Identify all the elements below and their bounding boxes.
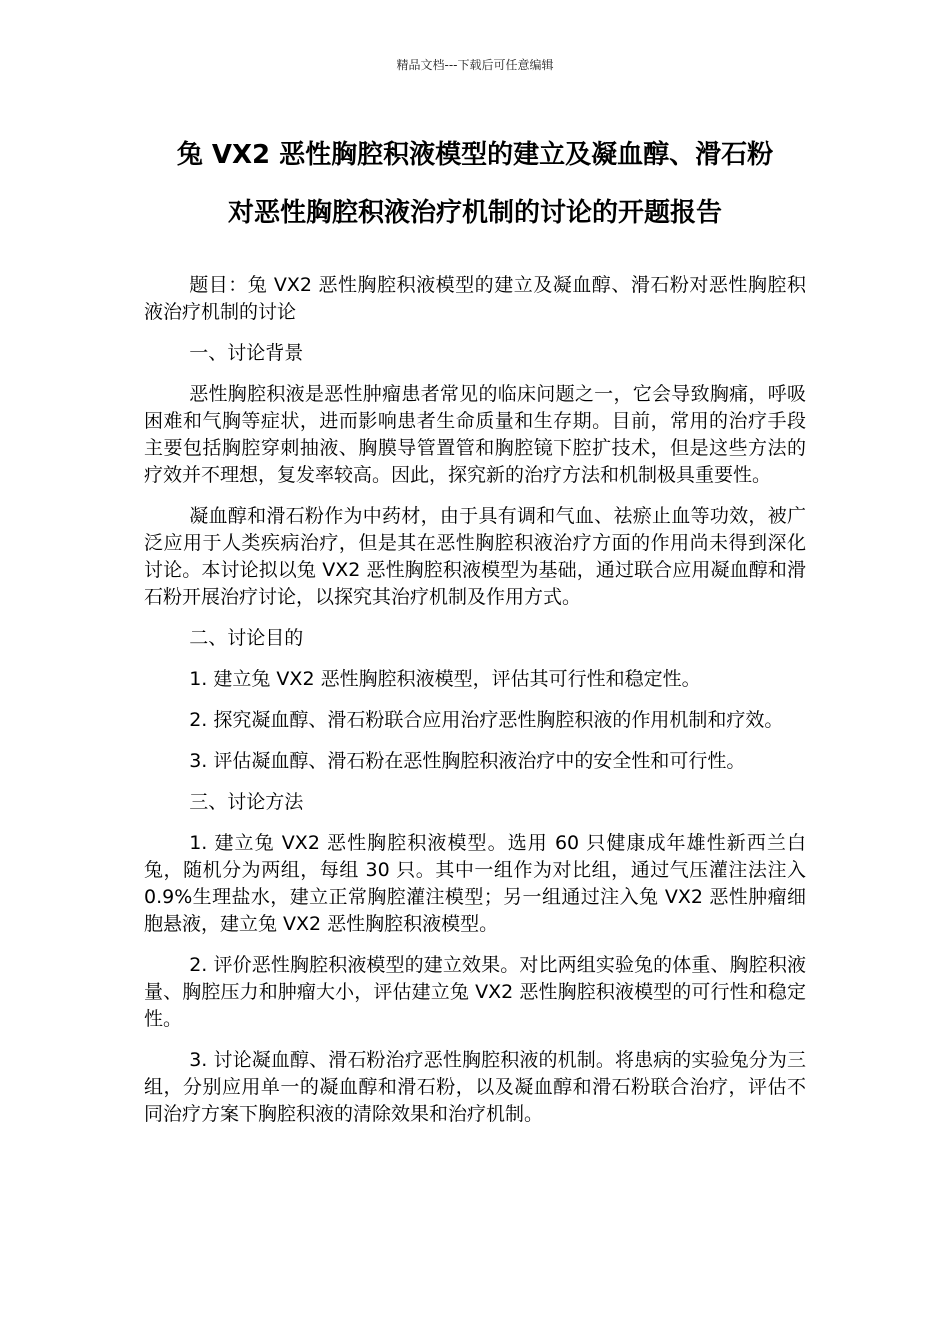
document-title: [120, 126, 830, 242]
background-paragraph-2: 凝血醇和滑石粉作为中药材，由于具有调和气血、祛瘀止血等功效，被广泛应用于人类疾病治疗，但是其在恶性胸腔积液治疗方面的作用尚未得到深化讨论。本讨论拟以兔 VX2 恶性胸腔积液模型为基础，通过联合应用凝血醇和滑石粉开展治疗讨论，以探究其治疗机制及作用方式。: [144, 505, 806, 608]
methods-item-1: 1. 建立兔 VX2 恶性胸腔积液模型。选用 60 只健康成年雄性新西兰白兔，随机分为两组，每组 30 只。其中一组作为对比组，通过气压灌注法注入 0.9%生理盐水，建立正常胸腔灌注模型；另一组通过注入兔 VX2 恶性肿瘤细胞悬液，建立兔 VX2 恶性胸腔积液模型。: [144, 832, 806, 935]
methods-item-2: 2. 评价恶性胸腔积液模型的建立效果。对比两组实验兔的体重、胸腔积液量、胸腔压力和肿瘤大小，评估建立兔 VX2 恶性胸腔积液模型的可行性和稳定性。: [144, 954, 806, 1030]
section-heading-purpose: 二、讨论目的: [189, 627, 304, 649]
purpose-item-2: 2. 探究凝血醇、滑石粉联合应用治疗恶性胸腔积液的作用机制和疗效。: [189, 709, 784, 731]
document-body: [144, 272, 806, 1142]
page-header: 精品文档---下载后可任意编辑: [396, 58, 554, 72]
methods-item-3: 3. 讨论凝血醇、滑石粉治疗恶性胸腔积液的机制。将患病的实验兔分为三组，分别应用单一的凝血醇和滑石粉，以及凝血醇和滑石粉联合治疗，评估不同治疗方案下胸腔积液的清除效果和治疗机制。: [144, 1049, 806, 1125]
topic-paragraph: 题目：兔 VX2 恶性胸腔积液模型的建立及凝血醇、滑石粉对恶性胸腔积液治疗机制的讨论: [144, 274, 806, 323]
title-line-2: 对恶性胸腔积液治疗机制的讨论的开题报告: [227, 198, 722, 228]
background-paragraph-1: 恶性胸腔积液是恶性肿瘤患者常见的临床问题之一，它会导致胸痛，呼吸困难和气胸等症状，进而影响患者生命质量和生存期。目前，常用的治疗手段主要包括胸腔穿刺抽液、胸膜导管置管和胸腔镜下腔扩技术，但是这些方法的疗效并不理想，复发率较高。因此，探究新的治疗方法和机制极具重要性。: [144, 383, 806, 486]
purpose-item-3: 3. 评估凝血醇、滑石粉在恶性胸腔积液治疗中的安全性和可行性。: [189, 750, 746, 772]
section-heading-background: 一、讨论背景: [189, 342, 304, 364]
section-heading-methods: 三、讨论方法: [189, 791, 304, 813]
title-line-1: 兔 VX2 恶性胸腔积液模型的建立及凝血醇、滑石粉: [176, 140, 774, 170]
purpose-item-1: 1. 建立兔 VX2 恶性胸腔积液模型，评估其可行性和稳定性。: [189, 668, 701, 690]
